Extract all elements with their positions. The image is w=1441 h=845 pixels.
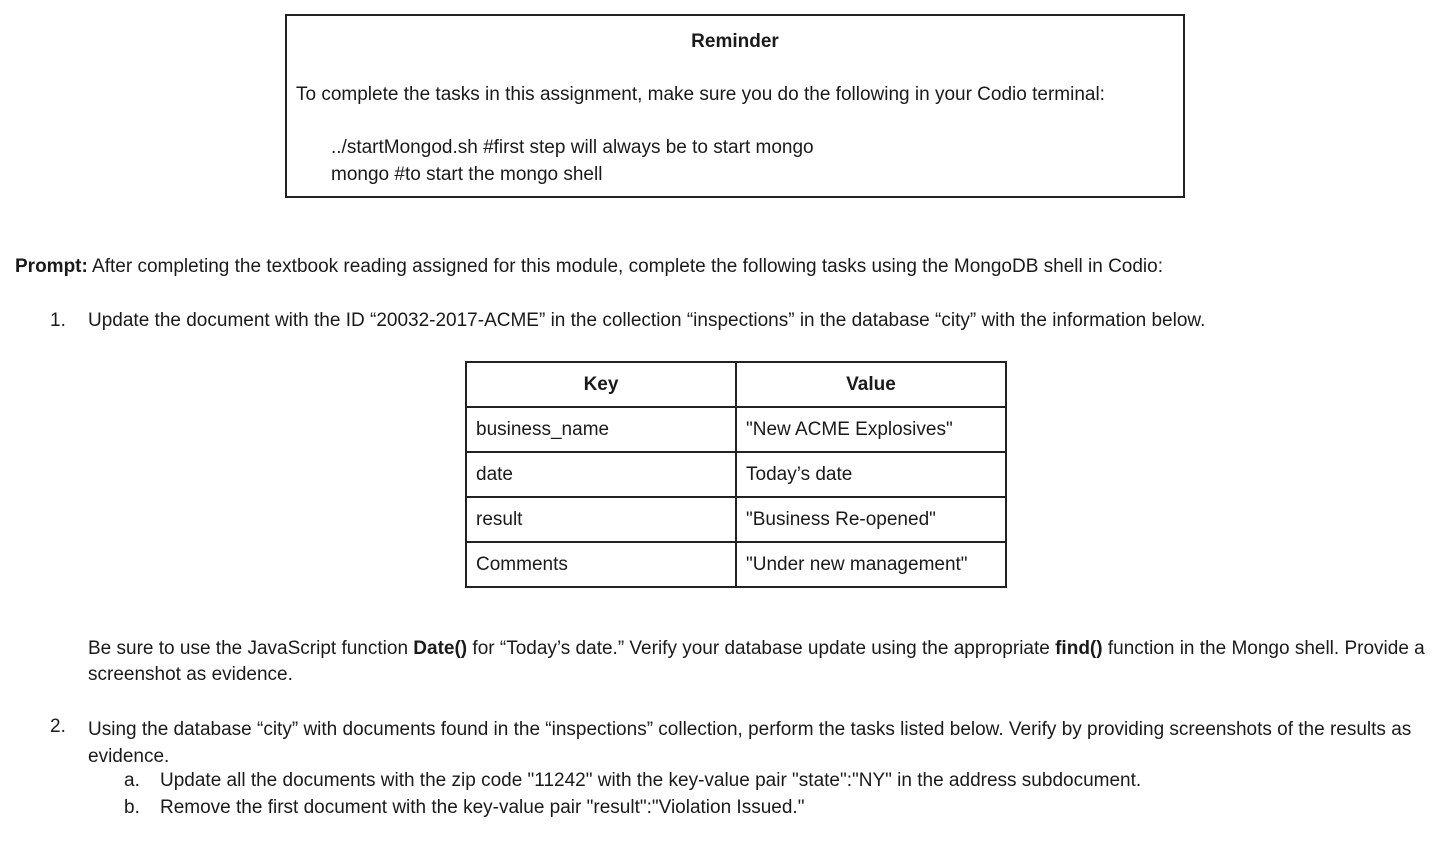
subtask-text: Remove the first document with the key-value pair "result":"Violation Issued." [160, 797, 805, 818]
subtask-text: Update all the documents with the zip code "11242" with the key-value pair "state":"NY" in the address subdocument. [160, 770, 1142, 791]
prompt-paragraph [15, 256, 1163, 278]
table-cell-key: business_name [466, 407, 736, 452]
reminder-command: ../startMongod.sh #first step will always be to start mongo [331, 137, 814, 158]
note-text: for “Today’s date.” Verify your database update using the appropriate [467, 638, 1056, 659]
table-row [466, 452, 1006, 497]
table-cell-value: Today’s date [736, 452, 1006, 497]
table-row [466, 542, 1006, 587]
reminder-intro: To complete the tasks in this assignment, make sure you do the following in your Codio terminal: [296, 84, 1105, 105]
task-text: Update the document with the ID “20032-2017-ACME” in the collection “inspections” in the database “city” with the information below. [88, 310, 1206, 331]
table-cell-key: result [466, 497, 736, 542]
note-find-function: find() [1055, 638, 1103, 659]
task-number: 1. [50, 310, 66, 331]
table-row [466, 497, 1006, 542]
task-number: 2. [50, 716, 66, 737]
table-cell-key: date [466, 452, 736, 497]
key-value-table [465, 361, 1007, 588]
table-cell-value: "New ACME Explosives" [736, 407, 1006, 452]
subtask-letter: b. [124, 797, 140, 818]
subtask-letter: a. [124, 770, 140, 791]
table-header-row [466, 362, 1006, 407]
note-text: Be sure to use the JavaScript function [88, 638, 414, 659]
prompt-text: After completing the textbook reading assigned for this module, complete the following tasks using the MongoDB shell in Codio: [87, 256, 1163, 277]
note-text: function in the Mongo shell. Provide a screenshot as evidence. [88, 638, 1425, 685]
table-row [466, 407, 1006, 452]
table-header-value: Value [736, 362, 1006, 407]
prompt-label: Prompt: [15, 256, 88, 277]
reminder-box [285, 14, 1185, 198]
table-cell-key: Comments [466, 542, 736, 587]
instruction-note [88, 636, 1433, 688]
table-header-key: Key [466, 362, 736, 407]
table-cell-value: "Business Re-opened" [736, 497, 1006, 542]
table-cell-value: "Under new management" [736, 542, 1006, 587]
task-text: Using the database “city” with documents found in the “inspections” collection, perform the tasks listed below. Verify by providing screenshots of the results as evidence. [88, 719, 1412, 767]
reminder-command: mongo #to start the mongo shell [331, 164, 603, 185]
note-date-function: Date() [413, 638, 468, 659]
reminder-title: Reminder [691, 31, 779, 52]
